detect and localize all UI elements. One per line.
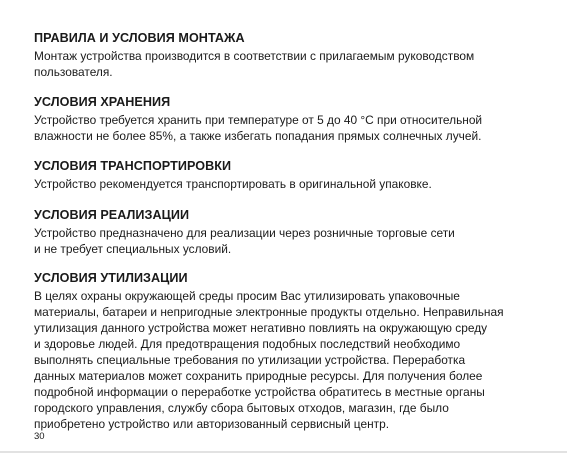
body-line: и здоровье людей. Для предотвращения подобных последствий необходимо	[34, 337, 461, 351]
section-heading: УСЛОВИЯ ТРАНСПОРТИРОВКИ	[34, 159, 232, 173]
section-storage	[34, 95, 554, 144]
body-line: пользователя.	[34, 65, 113, 79]
body-line: Устройство требуется хранить при температуре от 5 до 40 °С при относительной	[34, 113, 483, 127]
body-line: В целях охраны окружающей среды просим Вас утилизировать упаковочные	[34, 289, 460, 303]
section-sales	[34, 208, 554, 257]
body-line: городского управления, службу сбора бытовых отходов, магазин, где было	[34, 401, 449, 415]
body-line: Монтаж устройства производится в соответствии с прилагаемым руководством	[34, 49, 475, 63]
body-line: Устройство рекомендуется транспортировать в оригинальной упаковке.	[34, 177, 432, 191]
section-body	[34, 112, 554, 144]
body-line: подробной информации о переработке устройства обратитесь в местные органы	[34, 385, 485, 399]
section-body	[34, 288, 554, 432]
section-body	[34, 225, 554, 257]
section-disposal	[34, 271, 554, 432]
section-heading: УСЛОВИЯ УТИЛИЗАЦИИ	[34, 271, 188, 285]
body-line: выполнять специальные требования по утилизации устройства. Переработка	[34, 353, 466, 367]
body-line: Устройство предназначено для реализации через розничные торговые сети	[34, 226, 455, 240]
section-heading: ПРАВИЛА И УСЛОВИЯ МОНТАЖА	[34, 31, 245, 45]
body-line: утилизация данного устройства может негативно повлиять на окружающую среду	[34, 321, 488, 335]
section-heading: УСЛОВИЯ ХРАНЕНИЯ	[34, 95, 171, 109]
section-heading: УСЛОВИЯ РЕАЛИЗАЦИИ	[34, 208, 190, 222]
body-line: приобретено устройство или авторизованный сервисный центр.	[34, 417, 389, 431]
body-line: данных материалов может сохранить природные ресурсы. Для получения более	[34, 369, 483, 383]
body-line: влажности не более 85%, а также избегать попадания прямых солнечных лучей.	[34, 129, 482, 143]
section-body	[34, 48, 554, 80]
body-line: и не требует специальных условий.	[34, 242, 232, 256]
section-transportation	[34, 159, 554, 192]
body-line: материалы, батареи и непригодные электронные продукты отдельно. Неправильная	[34, 305, 504, 319]
section-body	[34, 176, 554, 192]
section-installation	[34, 31, 554, 80]
page-number: 30	[34, 431, 45, 442]
